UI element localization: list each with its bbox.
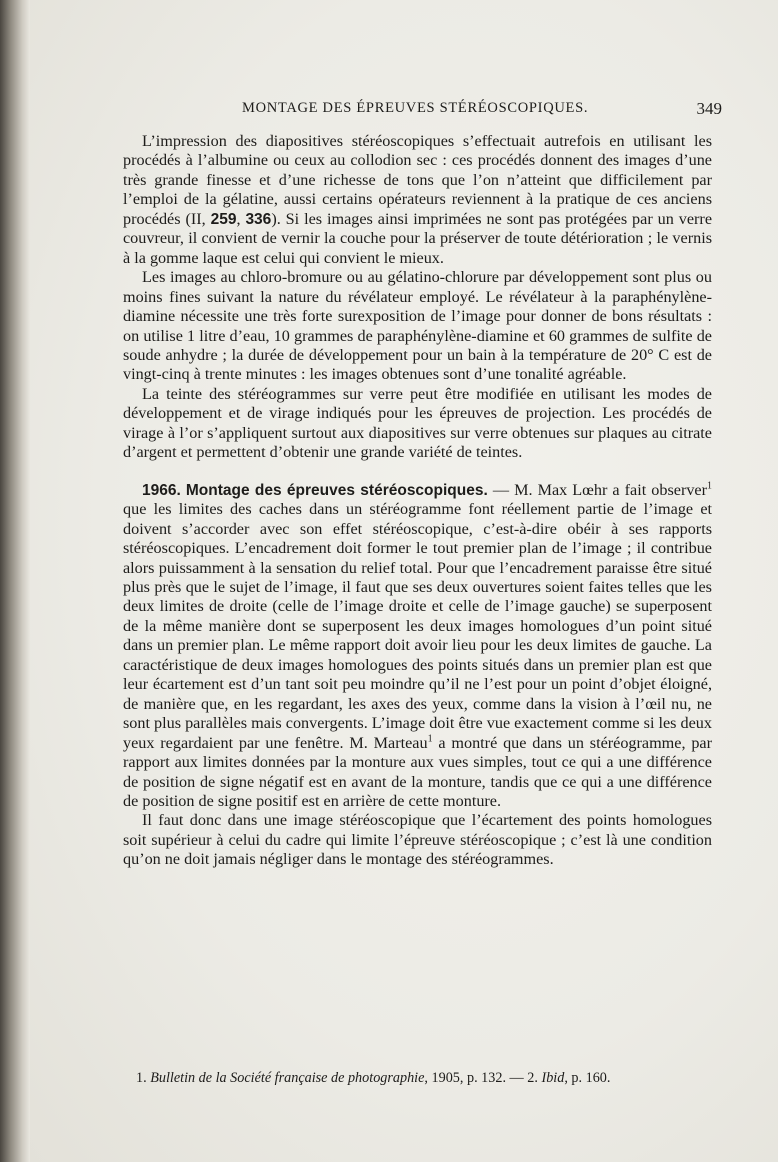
section-intro: — M. Max Lœhr a fait observer xyxy=(487,480,707,499)
page-number: 349 xyxy=(696,99,722,118)
paragraph-teinte: La teinte des stéréogrammes sur verre peut être modifiée en utilisant les modes de développement et de virage indiqués pour les épreuves de projection. Les procédés de virage à l’or s’appliquent surtout aux diapositives sur verre obtenues sur plaques au citrate d’argent et permettent d’obtenir une grande variété de teintes. xyxy=(123,384,712,462)
reference-separator: , xyxy=(236,209,246,228)
footnote-marker: 1 xyxy=(427,733,433,745)
footnote-marker: 1 xyxy=(707,480,712,492)
paragraph-text: L’impression des diapositives stéréoscopiques s’effectuait autrefois en utilisant les procédés à l’albumine ou ceux au collodion sec : ces procédés donnent des images d’une très grande finesse et d’une richesse de tons que l’on n’atteint que difficilement par l’emploi de la gélatine, aussi certains opérateurs reviennent à la pratique de ces anciens procédés (II, xyxy=(123,132,712,228)
footnote-ibid: Ibid xyxy=(541,1070,565,1086)
section-body: a montré que dans un stéréogramme, par rapport aux limites données par la monture aux vues simples, tout ce qui a une différence de position de signe négatif est en avant de la monture, tandis que ce qui a une différence de position de signe positif est en arrière de cette monture. xyxy=(123,733,712,810)
footnote-source: Bulletin de la Société française de photographie xyxy=(150,1070,425,1086)
paragraph-albumine xyxy=(123,132,712,268)
running-title: MONTAGE DES ÉPREUVES STÉRÉOSCOPIQUES. xyxy=(242,100,589,116)
section-body: que les limites des caches dans un stéréogramme font réellement partie de l’image et doivent s’accorder avec son effet stéréoscopique, c’est-à-dire obéir à ses rapports stéréoscopiques. L’encadrement doit former le tout premier plan de l’image ; il contribue alors puissamment à la sensation du relief total. Pour que l’encadrement paraisse être situé plus près que le sujet de l’image, il faut que ses deux ouvertures soient faites telles que les deux limites de droite (celle de l’image droite et celle de l’image gauche) se superposent de la même manière dont se superposent les deux images homologues d’un point situé dans un premier plan. Le même rapport doit avoir lieu pour les deux limites de gauche. La caractéristique de deux images homologues des points situés dans un premier plan est que leur écartement est d’un tant soit peu moindre qu’il ne l’est pour un point d’objet éloigné, de manière que, en les regardant, les axes des yeux, comme dans la vision à l’œil nu, ne sont plus parallèles mais convergents. L’image doit être vue exactement comme si les deux yeux regardaient par une fenêtre. M. Marteau xyxy=(123,500,712,752)
footnote-details: , 1905, p. 132. — 2. xyxy=(424,1070,542,1086)
footnote xyxy=(136,1070,726,1087)
footnote-prefix: 1. xyxy=(136,1070,151,1086)
paragraph-chloro-bromure: Les images au chloro-bromure ou au gélatino-chlorure par développement sont plus ou moins fines suivant la nature du révélateur employé. Le révélateur à la paraphénylène-diamine nécessite une très forte surexposition de l’image pour donner de bons résultats : on utilise 1 litre d’eau, 10 grammes de paraphénylène-diamine et 60 grammes de sulfite de soude anhydre ; la durée de développement pour un bain à la température de 20° C est de vingt-cinq à trente minutes : les images obtenues sont d’une tonalité agréable. xyxy=(123,268,712,384)
main-text xyxy=(123,132,712,870)
cross-reference: 336 xyxy=(245,210,272,228)
footnote-pages: , p. 160. xyxy=(564,1070,611,1086)
section-conclusion: Il faut donc dans une image stéréoscopique que l’écartement des points homologues soit supérieur à celui du cadre qui limite l’épreuve stéréoscopique ; c’est là une condition qu’on ne doit jamais négliger dans le montage des stéréogrammes. xyxy=(123,811,712,869)
cross-reference: 259 xyxy=(210,210,237,228)
book-binding-shadow xyxy=(0,0,30,1162)
section-1966 xyxy=(123,481,712,812)
paragraph-text: ). Si les images ainsi imprimées ne sont pas protégées par un verre couvreur, il convient de vernir la couche pour la préserver de toute détérioration ; le vernis à la gomme laque est celui qui convient le mieux. xyxy=(123,209,713,267)
section-number: 1966. xyxy=(142,481,181,499)
section-title: Montage des épreuves stéréoscopiques. xyxy=(185,481,488,499)
